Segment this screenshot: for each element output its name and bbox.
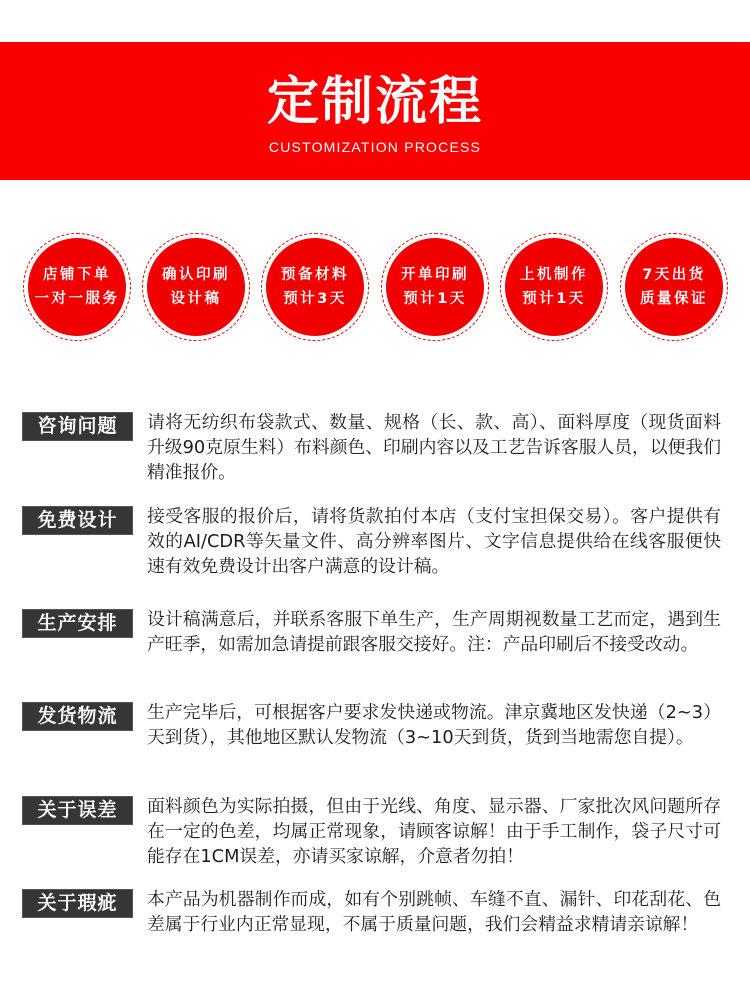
- step-circle-2: [142, 233, 250, 341]
- process-steps: [0, 233, 750, 345]
- section-text: 接受客服的报价后，请将货款拍付本店（支付宝担保交易）。客户提供有效的AI/CDR等矢量文件、高分辨率图片、文字信息提供给在线客服便快速有效免费设计出客户满意的设计稿。: [147, 506, 721, 577]
- step-line1: 确认印刷: [162, 267, 230, 283]
- step-line2: 一对一服务: [34, 291, 120, 307]
- section-label: 关于瑕疵: [22, 889, 133, 918]
- section-label: 发货物流: [22, 702, 133, 731]
- step-circle-4: [381, 233, 489, 341]
- step-circle-3: [261, 233, 369, 341]
- section-label: 免费设计: [22, 506, 133, 535]
- step-circle-5: [500, 233, 608, 341]
- section-label: 关于误差: [22, 796, 133, 825]
- section-text: 请将无纺织布袋款式、数量、规格（长、款、高）、面料厚度（现货面料升级90克原生料）布料颜色、印刷内容以及工艺告诉客服人员，以便我们精准报价。: [147, 412, 721, 483]
- step-line1: 开单印刷: [401, 267, 469, 283]
- section-label: 生产安排: [22, 609, 133, 638]
- step-line1: 上机制作: [520, 267, 588, 283]
- section-text: 本产品为机器制作而成，如有个别跳帧、车缝不直、漏针、印花刮花、色差属于行业内正常显现，不属于质量问题，我们会精益求精请亲谅解！: [147, 889, 721, 935]
- step-circle-6: [620, 233, 728, 341]
- section-text: 面料颜色为实际拍摄，但由于光线、角度、显示器、厂家批次风问题所存在一定的色差，均属正常现象，请顾客谅解！由于手工制作，袋子尺寸可能存在1CM误差，亦请买家谅解，介意者勿拍！: [147, 796, 721, 867]
- section-text: 生产完毕后，可根据客户要求发快递或物流。津京冀地区发快递（2~3）天到货），其他地区默认发物流（3~10天到货，货到当地需您自提）。: [147, 702, 721, 748]
- step-line1: 预备材料: [281, 267, 349, 283]
- step-line1: 店铺下单: [43, 267, 111, 283]
- step-line1: 7天出货: [642, 267, 706, 283]
- page-title: 定制流程: [266, 72, 483, 132]
- section-text: 设计稿满意后，并联系客服下单生产，生产周期视数量工艺而定，遇到生产旺季，如需加急请提前跟客服交接好。注：产品印刷后不接受改动。: [147, 609, 721, 655]
- step-line2: 设计稿: [170, 291, 222, 307]
- step-line2: 预计1天: [522, 291, 586, 307]
- header-banner: [0, 42, 750, 180]
- section-label: 咨询问题: [22, 412, 133, 441]
- page-subtitle: CUSTOMIZATION PROCESS: [268, 139, 482, 155]
- step-line2: 预计1天: [403, 291, 467, 307]
- step-line2: 预计3天: [283, 291, 347, 307]
- step-circle-1: [23, 233, 131, 341]
- step-line2: 质量保证: [640, 291, 708, 307]
